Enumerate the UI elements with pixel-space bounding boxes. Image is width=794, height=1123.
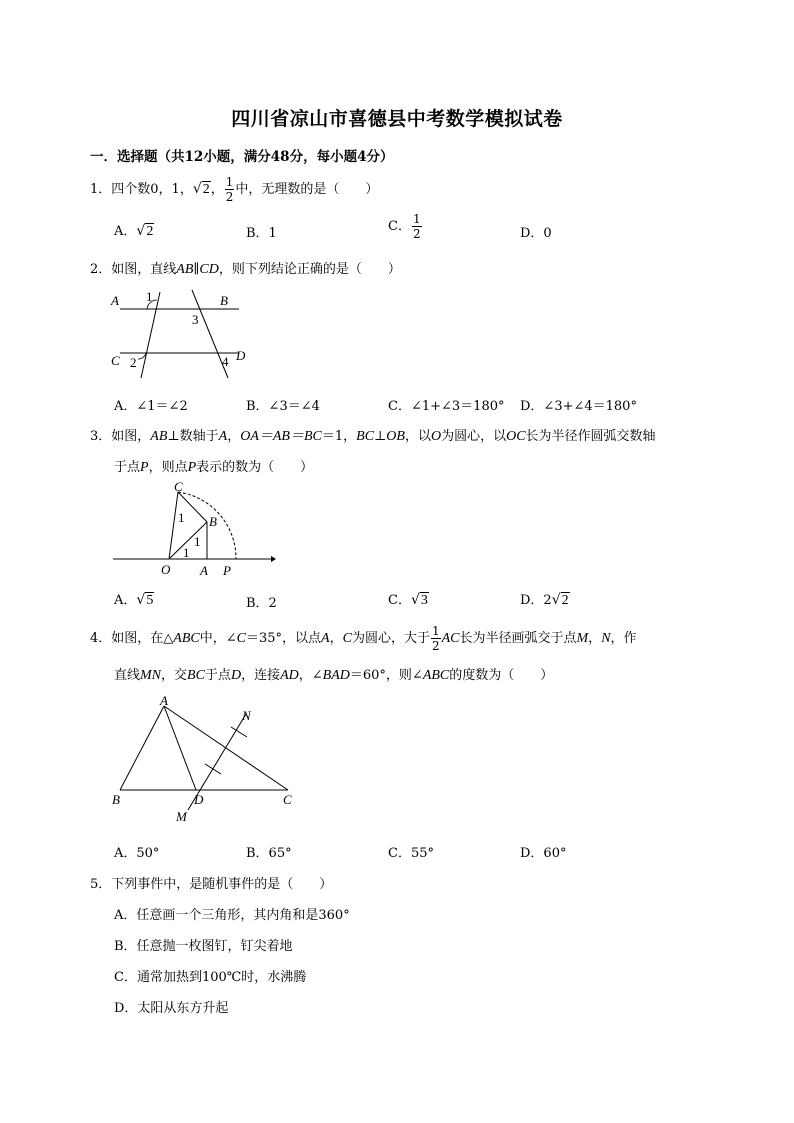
fraction: $\frac{1}{2}$ — [225, 175, 234, 204]
question-4-stem-line-1: 4．如图，在△ABC中，∠C＝35°，以点A，C为圆心，大于 $\frac{1}{2}$ AC长为半径画弧交于点M，N，作 — [90, 624, 637, 653]
question-4-option-b: B．65° — [246, 846, 292, 861]
question-2-option-a: A．∠1＝∠2 — [114, 399, 188, 414]
label-a: A — [160, 694, 168, 708]
length-oa: 1 — [183, 545, 190, 560]
question-2-figure — [108, 284, 254, 382]
question-3-option-d: D．2√2 — [520, 592, 569, 608]
question-2-option-c: C．∠1+∠3＝180° — [388, 399, 505, 414]
label-m: M — [176, 809, 187, 824]
question-5-option-d: D．太阳从东方升起 — [114, 1001, 229, 1016]
label-n: N — [242, 708, 251, 723]
question-3-stem-line-1: 3．如图，AB⊥数轴于A，OA＝AB＝BC＝1，BC⊥OB，以O为圆心，以OC长为半径作圆弧交数轴 — [90, 429, 656, 444]
page-title: 四川省凉山市喜德县中考数学模拟试卷 — [231, 108, 563, 130]
question-5-option-a: A．任意画一个三角形，其内角和是360° — [114, 908, 350, 923]
angle-4: 4 — [222, 354, 229, 369]
question-3-option-c: C．√3 — [388, 592, 428, 608]
label-b: B — [112, 792, 120, 807]
angle-1: 1 — [146, 289, 153, 304]
label-a: A — [111, 293, 119, 308]
angle-2: 2 — [130, 355, 137, 370]
question-4-option-a: A．50° — [114, 846, 160, 861]
label-d: D — [194, 792, 204, 807]
question-4-stem-line-2: 直线MN，交BC于点D，连接AD，∠BAD＝60°，则∠ABC的度数为（ ） — [114, 668, 554, 683]
question-4-option-d: D．60° — [520, 846, 567, 861]
question-3-figure — [108, 478, 278, 576]
label-c: C — [174, 479, 183, 494]
label-c: C — [283, 792, 292, 807]
label-o: O — [161, 562, 171, 576]
question-4-option-c: C．55° — [388, 846, 434, 861]
question-2-stem: 2．如图，直线AB∥CD，则下列结论正确的是（ ） — [90, 262, 401, 277]
question-2-option-d: D．∠3+∠4＝180° — [520, 399, 637, 414]
label-b: B — [220, 293, 228, 308]
length-ab: 1 — [194, 534, 201, 549]
sqrt-symbol: √2 — [192, 181, 210, 197]
length-oc: 1 — [178, 510, 185, 525]
question-5-option-c: C．通常加热到100℃时，水沸腾 — [114, 970, 307, 985]
question-3-stem-line-2: 于点P，则点P表示的数为（ ） — [114, 460, 314, 475]
question-1-stem: 1．四个数0，1，√2， $\frac{1}{2}$ 中，无理数的是（ ） — [90, 175, 379, 204]
question-5-option-b: B．任意抛一枚图钉，钉尖着地 — [114, 939, 293, 954]
question-4-figure — [108, 694, 304, 826]
label-b: B — [209, 514, 217, 529]
angle-3: 3 — [192, 312, 199, 327]
question-1-option-d: D．0 — [520, 226, 552, 241]
label-c: C — [111, 353, 120, 368]
section-heading: 一．选择题（共12小题，满分48分，每小题4分） — [90, 149, 394, 165]
question-3-option-a: A．√5 — [114, 592, 154, 608]
question-1-option-b: B．1 — [246, 226, 277, 241]
question-3-option-b: B．2 — [246, 596, 277, 611]
question-5-stem: 5．下列事件中，是随机事件的是（ ） — [90, 877, 333, 892]
question-2-option-b: B．∠3＝∠4 — [246, 399, 320, 414]
question-1-option-a: A．√2 — [114, 223, 154, 239]
label-a: A — [200, 563, 208, 576]
label-p: P — [223, 563, 231, 576]
question-1-option-c: C． $\frac{1}{2}$ — [388, 212, 421, 241]
label-d: D — [236, 348, 246, 363]
